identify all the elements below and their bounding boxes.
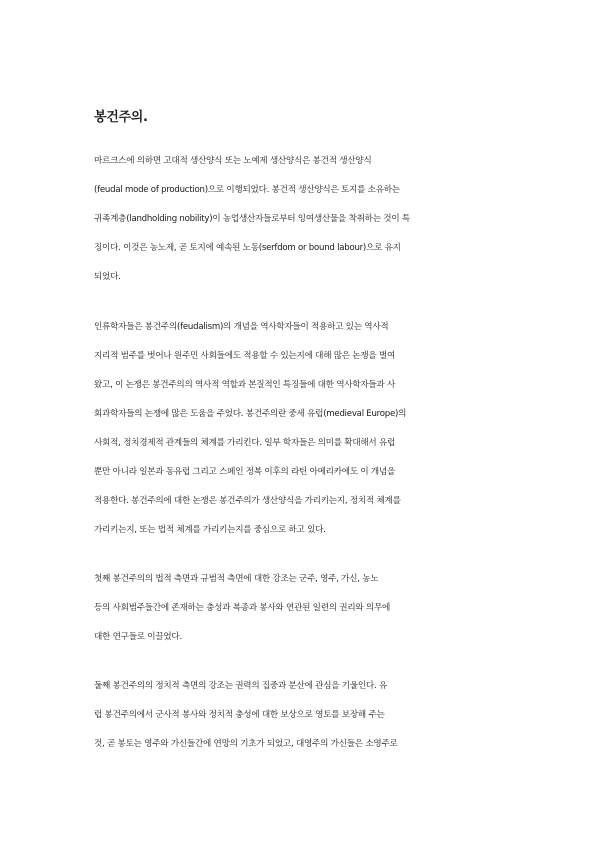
paragraph-2-line-8: 가리키는지, 또는 법적 체계를 가리키는지를 중심으로 하고 있다.	[94, 525, 326, 535]
document-title: 봉건주의.	[94, 110, 148, 125]
paragraph-2-line-2: 지리적 범주를 벗어나 원주민 사회들에도 적용할 수 있는지에 대해 많은 논쟁을 벌여	[94, 351, 396, 361]
paragraph-1-line-3: 귀족계층(landholding nobility)이 농업생산자들로부터 잉여생산물을 착취하는 것이 특	[94, 214, 410, 224]
paragraph-3-line-2: 등의 사회범주들간에 존재하는 충성과 복종과 봉사와 연관된 일련의 권리와 의무에	[94, 603, 391, 613]
paragraph-2-line-7: 적용한다. 봉건주의에 대한 논쟁은 봉건주의가 생산양식을 가리키는지, 정치적 체계를	[94, 496, 401, 506]
paragraph-2-line-6: 뿐만 아니라 일본과 동유럽 그리고 스페인 정복 이후의 라틴 아메리카에도 이 개념을	[94, 467, 396, 477]
paragraph-2-line-3: 왔고, 이 논쟁은 봉건주의의 역사적 역할과 본질적인 특징들에 대한 역사학자들과 사	[94, 380, 396, 390]
paragraph-2-line-1: 인류학자들은 봉건주의(feudalism)의 개념을 역사학자들이 적용하고 있는 역사적	[94, 322, 389, 332]
paragraph-3-line-3: 대한 연구들로 이끌었다.	[94, 632, 182, 642]
paragraph-2-line-5: 사회적, 정치경제적 관계들의 체계를 가리킨다. 일부 학자들은 의미를 확대해서 유럽	[94, 438, 396, 448]
paragraph-1-line-4: 징이다. 이것은 농노제, 곧 토지에 예속된 노동(serfdom or bound labour)으로 유지	[94, 243, 401, 253]
paragraph-4-line-1: 둘째 봉건주의의 정치적 측면의 강조는 권력의 집중과 분산에 관심을 기울인다. 유	[94, 681, 388, 691]
paragraph-4-line-2: 럽 봉건주의에서 군사적 봉사와 정치적 충성에 대한 보상으로 영토를 보장해 주는	[94, 710, 385, 720]
paragraph-1-line-1: 마르크스에 의하면 고대적 생산양식 또는 노예제 생산양식은 봉건적 생산양식	[94, 156, 372, 166]
paragraph-2-line-4: 회과학자들의 논쟁에 많은 도움을 주었다. 봉건주의란 중세 유럽(medieval Europe)의	[94, 409, 407, 419]
paragraph-1-line-2: (feudal mode of production)으로 이행되었다. 봉건적 생산양식은 토지를 소유하는	[94, 185, 400, 195]
paragraph-1-line-5: 되었다.	[94, 272, 121, 282]
paragraph-4-line-3: 것, 곧 봉토는 영주와 가신들간에 연망의 기초가 되었고, 대영주의 가신들은 소영주로	[94, 739, 398, 749]
paragraph-3-line-1: 첫째 봉건주의의 법적 측면과 규범적 측면에 대한 강조는 군주, 영주, 가신, 농노	[94, 574, 379, 584]
